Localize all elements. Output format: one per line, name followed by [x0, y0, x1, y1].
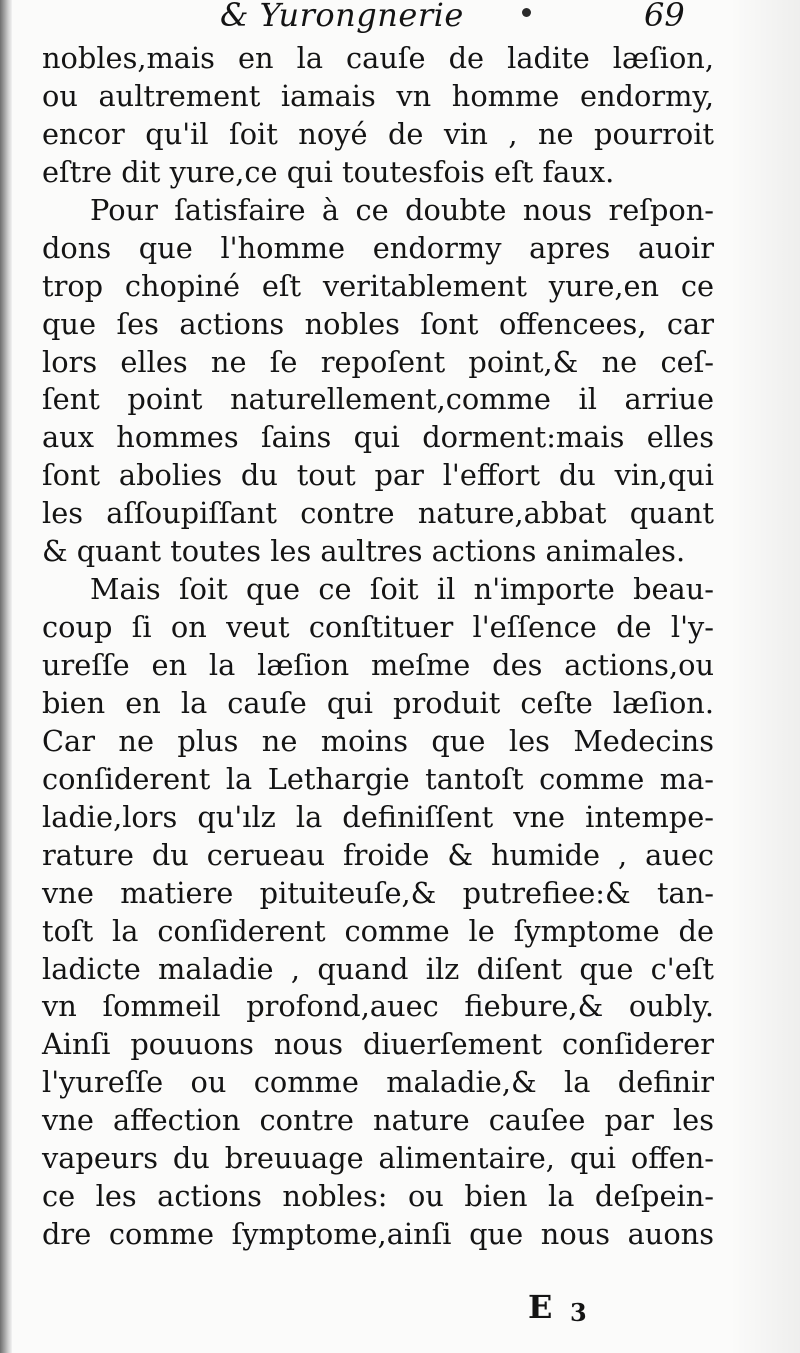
text-line: lors elles ne ſe repoſent point,& ne ceſ- — [42, 344, 714, 379]
page-edge-shading — [730, 0, 800, 1353]
text-line: encor qu'il ſoit noyé de vin , ne pourroit — [42, 116, 714, 151]
text-block — [42, 40, 714, 1254]
text-line: ureſſe en la læſion meſme des actions,ou — [42, 648, 714, 682]
page-number: 69 — [644, 0, 685, 34]
text-line: que ſes actions nobles ſont offencees, car — [42, 306, 714, 341]
text-line: rature du cerueau froide & humide , auec — [42, 837, 714, 872]
binding-gutter-shadow — [0, 0, 12, 1353]
text-line: trop chopiné eſt veritablement yure,en ce — [42, 268, 714, 303]
text-line: coup ſi on veut conſtituer l'eſſence de l'y- — [42, 610, 714, 645]
text-line: ou aultrement iamais vn homme endormy, — [42, 78, 714, 113]
text-line: ladicte maladie , quand ilz diſent que c'eſt — [42, 951, 714, 986]
text-line: vn ſommeil profond,auec fiebure,& oubly. — [42, 989, 714, 1024]
text-line: eſtre dit yure,ce qui toutesfois eſt faux. — [42, 154, 615, 189]
text-line: Car ne plus ne moins que les Medecins — [42, 723, 714, 758]
text-line: vne affection contre nature cauſee par les — [42, 1103, 714, 1138]
text-line: conſiderent la Lethargie tantoſt comme ma- — [42, 761, 714, 796]
text-line: les aſſoupiſſant contre nature,abbat quant — [42, 496, 714, 531]
text-line: dons que l'homme endormy apres auoir — [42, 230, 714, 265]
text-line: nobles,mais en la cauſe de ladite læſion, — [42, 41, 714, 75]
signature-mark: 3 — [570, 1298, 587, 1327]
text-line: ce les actions nobles: ou bien la deſpein- — [42, 1179, 714, 1214]
catchword: E — [528, 1288, 553, 1326]
text-line: ladie,lors qu'ılz la definiſſent vne intempe- — [42, 799, 714, 834]
ornament-dot — [522, 8, 531, 17]
text-line: toſt la conſiderent comme le ſymptome de — [42, 913, 714, 948]
text-line: Ainſi pouuons nous diuerſement conſiderer — [42, 1027, 714, 1062]
text-line: Pour ſatisfaire à ce doubte nous reſpon- — [90, 192, 714, 227]
text-line: vapeurs du breuuage alimentaire, qui offen- — [42, 1141, 714, 1176]
text-line: Mais ſoit que ce ſoit il n'importe beau- — [90, 572, 714, 607]
text-line: ſont abolies du tout par l'effort du vin,qui — [42, 458, 714, 493]
text-line: bien en la cauſe qui produit ceſte læſion. — [42, 685, 714, 720]
text-line: & quant toutes les aultres actions animales. — [42, 534, 686, 569]
running-head: & Yurongnerie — [220, 0, 464, 34]
page-header — [0, 0, 800, 40]
text-line: ſent point naturellement,comme il arriue — [42, 382, 714, 417]
text-line: aux hommes ſains qui dorment:mais elles — [42, 420, 714, 455]
text-line: dre comme ſymptome,ainſi que nous auons — [42, 1217, 714, 1252]
text-line: vne matiere pituiteuſe,& putrefiee:& tan- — [42, 875, 714, 910]
text-line: l'yureſſe ou comme maladie,& la definir — [42, 1065, 714, 1100]
